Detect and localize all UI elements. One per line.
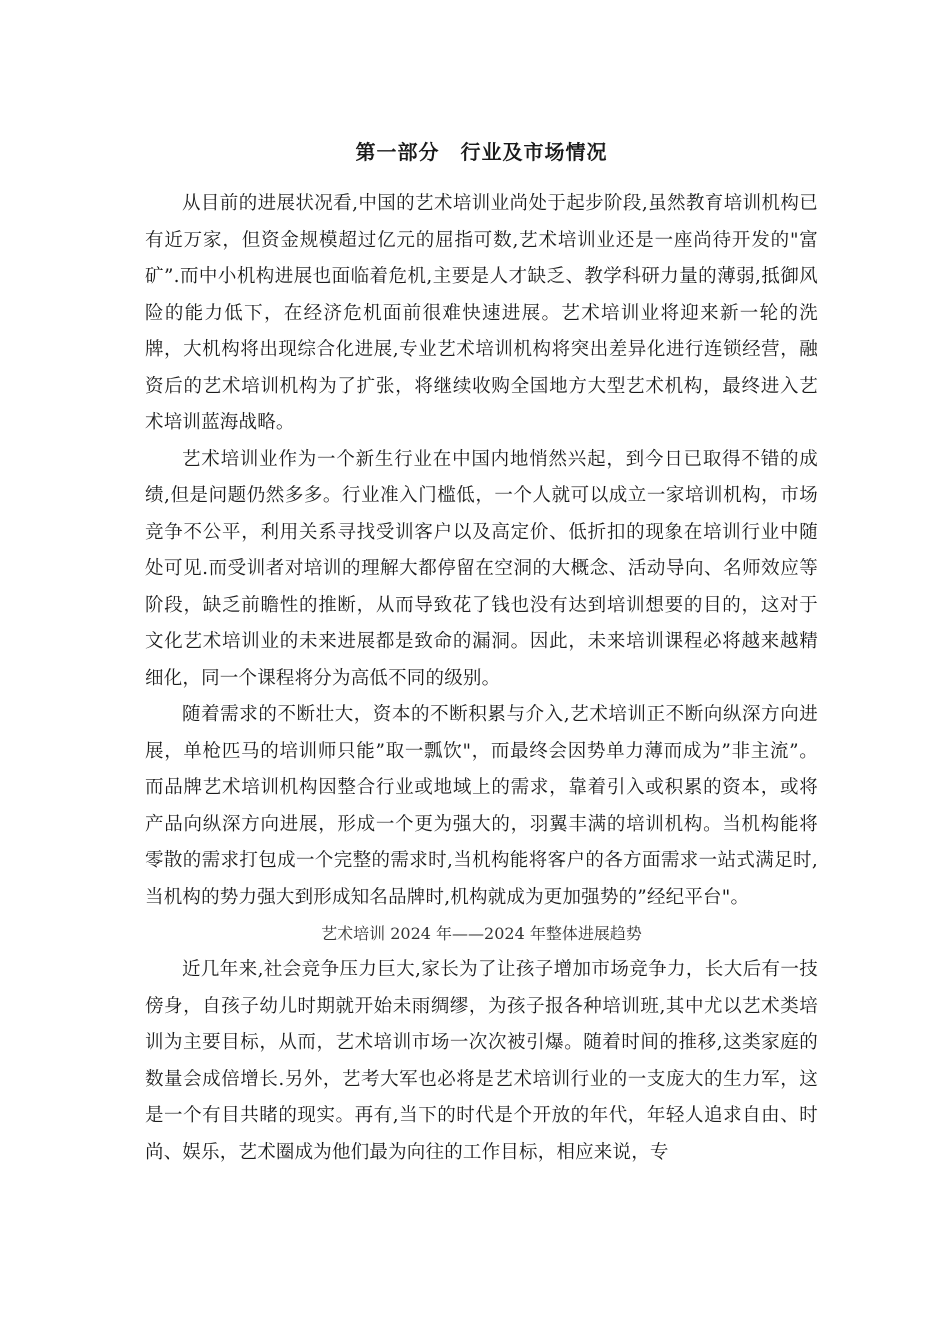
paragraph: 艺术培训业作为一个新生行业在中国内地悄然兴起，到今日已取得不错的成绩,但是问题仍然多多。行业准入门槛低，一个人就可以成立一家培训机构，市场竞争不公平，利用关系寻找受训客户以及高定价、低折扣的现象在培训行业中随处可见.而受训者对培训的理解大都停留在空洞的大概念、活动导向、名师效应等阶段，缺乏前瞻性的推断，从而导致花了钱也没有达到培训想要的目的，这对于文化艺术培训业的未来进展都是致命的漏洞。因此，未来培训课程必将越来越精细化，同一个课程将分为高低不同的级别。 bbox=[145, 448, 818, 689]
paragraph: 近几年来,社会竞争压力巨大,家长为了让孩子增加市场竞争力，长大后有一技傍身，自孩子幼儿时期就开始未雨绸缪，为孩子报各种培训班,其中尤以艺术类培训为主要目标，从而，艺术培训市场一次次被引爆。随着时间的推移,这类家庭的数量会成倍增长.另外，艺考大军也必将是艺术培训行业的一支庞大的生力军，这是一个有目共睹的现实。再有,当下的时代是个开放的年代，年轻人追求自由、时尚、娱乐，艺术圈成为他们最为向往的工作目标，相应来说，专 bbox=[145, 959, 818, 1163]
paragraph: 随着需求的不断壮大，资本的不断积累与介入,艺术培训正不断向纵深方向进展，单枪匹马的培训师只能”取一瓢饮"，而最终会因势单力薄而成为”非主流”。而品牌艺术培训机构因整合行业或地域上的需求，靠着引入或积累的资本，或将产品向纵深方向进展，形成一个更为强大的，羽翼丰满的培训机构。当机构能将零散的需求打包成一个完整的需求时,当机构能将客户的各方面需求一站式满足时,当机构的势力强大到形成知名品牌时,机构就成为更加强势的”经纪平台"。 bbox=[145, 704, 818, 908]
page-title: 第一部分 行业及市场情况 bbox=[355, 140, 608, 164]
section-subheading: 艺术培训 2024 年——2024 年整体进展趋势 bbox=[321, 924, 642, 943]
paragraph: 从目前的进展状况看,中国的艺术培训业尚处于起步阶段,虽然教育培训机构已有近万家，但资金规模超过亿元的屈指可数,艺术培训业还是一座尚待开发的"富矿”.而中小机构进展也面临着危机,主要是人才缺乏、教学科研力量的薄弱,抵御风险的能力低下，在经济危机面前很难快速进展。艺术培训业将迎来新一轮的洗牌，大机构将出现综合化进展,专业艺术培训机构将突出差异化进行连锁经营，融资后的艺术培训机构为了扩张，将继续收购全国地方大型艺术机构，最终进入艺术培训蓝海战略。 bbox=[145, 193, 818, 433]
